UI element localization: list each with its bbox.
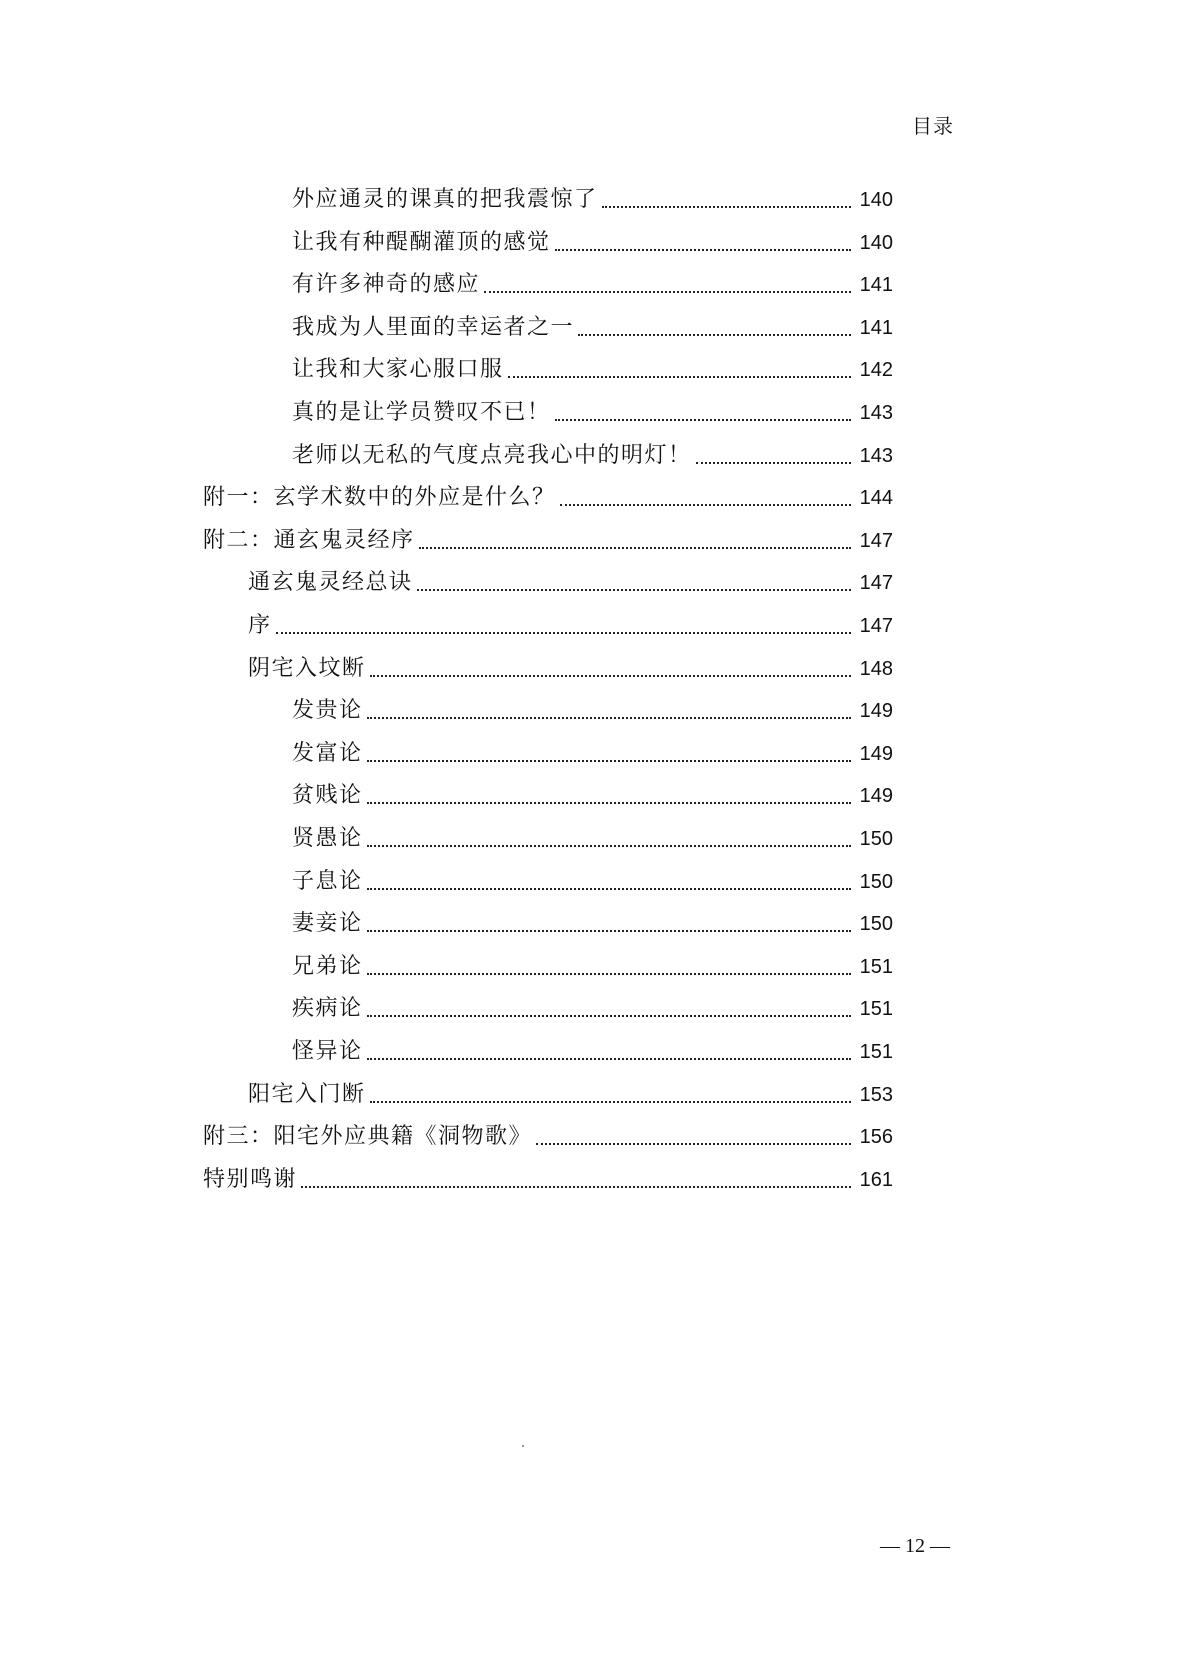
toc-entry-page: 147 bbox=[859, 615, 893, 637]
toc-entry-page: 141 bbox=[859, 274, 893, 297]
toc-dot-leader bbox=[536, 1143, 851, 1145]
toc-entry-title: 有许多神奇的感应 bbox=[292, 272, 481, 298]
toc-dot-leader bbox=[276, 632, 851, 634]
toc-entry-page: 149 bbox=[859, 785, 893, 808]
toc-entry-title: 怪异论 bbox=[292, 1039, 363, 1064]
toc-entry bbox=[292, 308, 893, 342]
toc-entry bbox=[292, 265, 893, 299]
toc-entry-title: 附三：阳宅外应典籍《洞物歌》 bbox=[203, 1124, 533, 1150]
toc-dot-leader bbox=[367, 802, 851, 804]
toc-entry-title: 让我有种醍醐灌顶的感觉 bbox=[292, 229, 551, 255]
toc-entry-title: 我成为人里面的幸运者之一 bbox=[292, 314, 575, 340]
toc-entry bbox=[292, 819, 893, 853]
toc-entry-page: 150 bbox=[859, 913, 893, 936]
toc-entry-title: 附二：通玄鬼灵经序 bbox=[203, 527, 415, 553]
toc-entry bbox=[292, 989, 893, 1023]
toc-dot-leader bbox=[367, 973, 851, 975]
toc-entry-title: 子息论 bbox=[292, 868, 363, 894]
toc-entry-title: 附一：玄学术数中的外应是什么？ bbox=[203, 485, 556, 511]
toc-entry-page: 151 bbox=[859, 998, 893, 1021]
toc-entry-page: 151 bbox=[859, 955, 893, 978]
toc-entry bbox=[203, 478, 893, 512]
toc-entry-page: 161 bbox=[859, 1168, 893, 1191]
toc-entry-title: 发贵论 bbox=[292, 698, 363, 724]
toc-entry-title: 阴宅入坟断 bbox=[248, 655, 366, 681]
toc-entry-page: 144 bbox=[859, 487, 893, 510]
toc-dot-leader bbox=[367, 1015, 851, 1017]
toc-dot-leader bbox=[484, 291, 851, 293]
toc-dot-leader bbox=[417, 589, 851, 591]
toc-entry bbox=[203, 1160, 893, 1194]
toc-dot-leader bbox=[508, 376, 851, 378]
toc-entry-page: 153 bbox=[859, 1083, 893, 1106]
toc-entry-page: 149 bbox=[859, 742, 893, 765]
toc-entry-page: 142 bbox=[859, 359, 893, 382]
toc-entry-title: 妻妾论 bbox=[292, 911, 363, 937]
toc-entry bbox=[203, 521, 893, 555]
toc-entry bbox=[292, 947, 893, 981]
toc-entry-page: 147 bbox=[859, 529, 893, 552]
toc-dot-leader bbox=[367, 845, 851, 847]
toc-dot-leader bbox=[578, 334, 851, 336]
toc-entry bbox=[292, 776, 893, 810]
toc-entry-page: 143 bbox=[859, 444, 893, 467]
toc-entry-title: 贫贱论 bbox=[292, 783, 363, 809]
toc-entry bbox=[292, 691, 893, 725]
page-section-title: 目录 bbox=[912, 114, 954, 138]
toc-entry-title: 通玄鬼灵经总诀 bbox=[248, 570, 413, 596]
toc-dot-leader bbox=[419, 547, 851, 549]
toc-entry-title: 贤愚论 bbox=[292, 826, 363, 851]
toc-entry-title: 发富论 bbox=[292, 740, 363, 766]
toc-dot-leader bbox=[696, 462, 851, 464]
toc-dot-leader bbox=[367, 888, 851, 890]
toc-dot-leader bbox=[560, 504, 851, 506]
scan-speck bbox=[522, 1445, 524, 1447]
toc-entry-page: 151 bbox=[859, 1041, 893, 1063]
toc-entry-title: 外应通灵的课真的把我震惊了 bbox=[292, 187, 598, 212]
toc-dot-leader bbox=[367, 717, 851, 719]
toc-entry bbox=[292, 223, 893, 257]
toc-entry-title: 老师以无私的气度点亮我心中的明灯！ bbox=[292, 442, 692, 468]
toc-dot-leader bbox=[370, 1101, 851, 1103]
toc-entry-title: 特别鸣谢 bbox=[203, 1166, 298, 1192]
toc-entry bbox=[292, 862, 893, 896]
toc-entry bbox=[292, 436, 893, 470]
toc-entry-title: 阳宅入门断 bbox=[248, 1081, 366, 1107]
toc-entry bbox=[292, 734, 893, 768]
toc-entry-page: 147 bbox=[859, 572, 893, 595]
toc-dot-leader bbox=[367, 760, 851, 762]
toc-entry bbox=[248, 649, 893, 683]
toc-entry bbox=[203, 1117, 893, 1151]
page-number: — 12 — bbox=[880, 1535, 950, 1557]
toc-entry-page: 149 bbox=[859, 700, 893, 723]
toc-dot-leader bbox=[555, 419, 851, 421]
toc-entry bbox=[248, 606, 893, 640]
toc-entry-page: 148 bbox=[859, 657, 893, 680]
toc-dot-leader bbox=[367, 1058, 851, 1060]
toc-entry-title: 让我和大家心服口服 bbox=[292, 357, 504, 383]
toc-entry-page: 140 bbox=[859, 189, 893, 211]
toc-entry-page: 141 bbox=[859, 316, 893, 339]
toc-entry-title: 序 bbox=[248, 613, 272, 638]
toc-entry bbox=[292, 180, 893, 214]
toc-entry bbox=[248, 1075, 893, 1109]
toc-dot-leader bbox=[367, 930, 851, 932]
toc-entry-page: 150 bbox=[859, 870, 893, 893]
toc-entry-page: 143 bbox=[859, 402, 893, 424]
toc-entry-title: 疾病论 bbox=[292, 996, 363, 1022]
toc-entry bbox=[292, 350, 893, 384]
toc-entry-title: 真的是让学员赞叹不已！ bbox=[292, 400, 551, 425]
toc-entry bbox=[248, 563, 893, 597]
toc-entry-page: 156 bbox=[859, 1126, 893, 1149]
toc-entry bbox=[292, 904, 893, 938]
toc-entry-page: 140 bbox=[859, 231, 893, 254]
toc-dot-leader bbox=[555, 249, 851, 251]
toc-entry-page: 150 bbox=[859, 828, 893, 850]
toc-entry bbox=[292, 393, 893, 427]
toc-dot-leader bbox=[370, 675, 851, 677]
toc-entry bbox=[292, 1032, 893, 1066]
toc-dot-leader bbox=[602, 206, 851, 208]
toc-entry-title: 兄弟论 bbox=[292, 953, 363, 979]
toc-dot-leader bbox=[301, 1186, 851, 1188]
